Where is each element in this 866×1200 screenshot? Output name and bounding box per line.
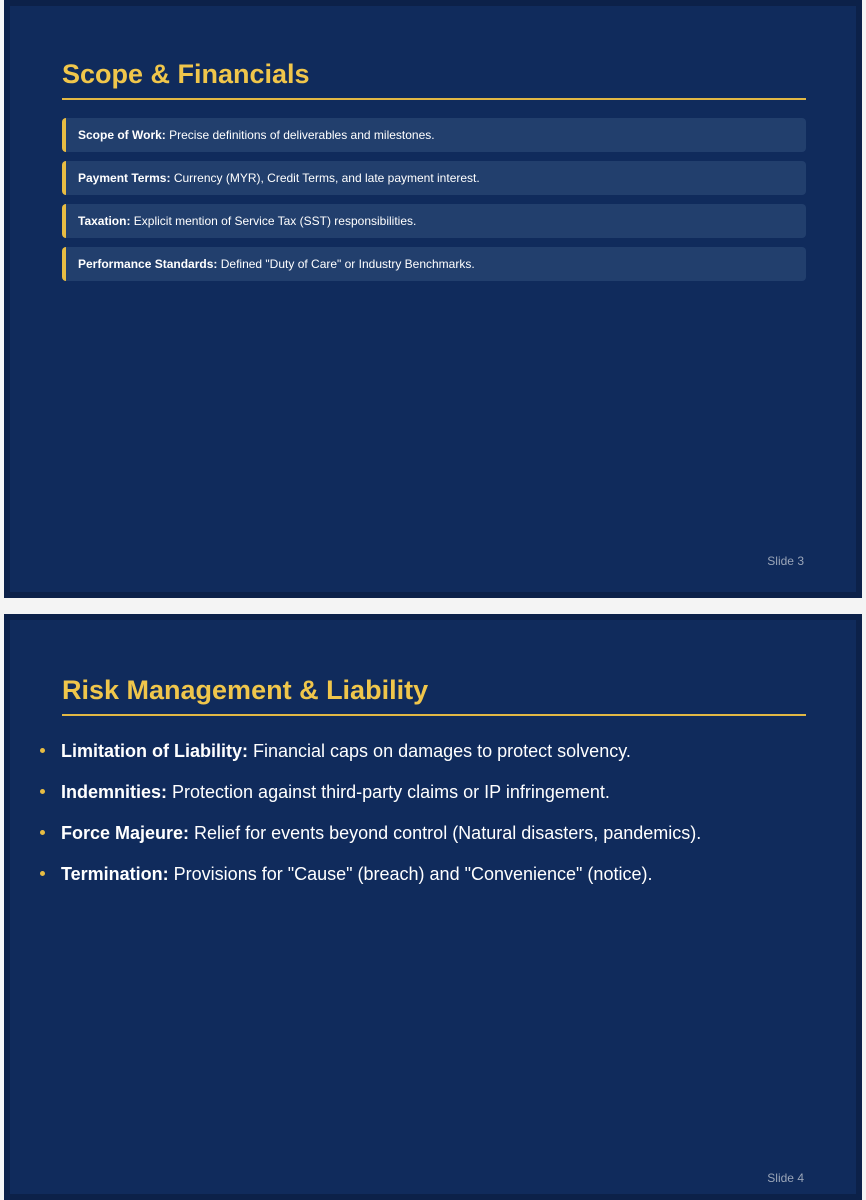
performance-card bbox=[62, 247, 806, 281]
slide-3 bbox=[4, 0, 862, 598]
slide-title: Scope & Financials bbox=[62, 59, 310, 89]
bullet-text bbox=[61, 780, 610, 804]
bullet-body: Provisions for "Cause" (breach) and "Convenience" (notice). bbox=[168, 864, 653, 884]
card-label: Scope of Work: bbox=[78, 128, 166, 142]
bullet-dot-icon bbox=[40, 830, 45, 835]
slide-4 bbox=[4, 614, 862, 1200]
scope-card bbox=[62, 118, 806, 152]
card-label: Taxation: bbox=[78, 214, 131, 228]
card-text: Precise definitions of deliverables and milestones. bbox=[165, 128, 435, 142]
bullet-label: Indemnities: bbox=[61, 782, 168, 802]
card-text: Defined "Duty of Care" or Industry Benchmarks. bbox=[217, 257, 475, 271]
bullet-label: Termination: bbox=[61, 864, 169, 884]
bullet-body: Protection against third-party claims or IP infringement. bbox=[167, 782, 610, 802]
slide-title: Risk Management & Liability bbox=[62, 675, 429, 705]
card-text: Currency (MYR), Credit Terms, and late payment interest. bbox=[170, 171, 480, 185]
bullet-dot-icon bbox=[40, 871, 45, 876]
list-item bbox=[40, 821, 820, 862]
bullet-text bbox=[61, 739, 631, 763]
payment-card bbox=[62, 161, 806, 195]
list-item bbox=[40, 780, 820, 821]
bullet-dot-icon bbox=[40, 789, 45, 794]
list-item bbox=[40, 862, 820, 903]
bullet-body: Financial caps on damages to protect solvency. bbox=[248, 741, 631, 761]
bullet-text bbox=[61, 821, 701, 845]
bullet-body: Relief for events beyond control (Natural disasters, pandemics). bbox=[189, 823, 702, 843]
risk-bullet-list bbox=[40, 739, 820, 903]
taxation-card bbox=[62, 204, 806, 238]
slide-number: Slide 3 bbox=[767, 554, 804, 568]
bullet-dot-icon bbox=[40, 748, 45, 753]
card-label: Performance Standards: bbox=[78, 257, 218, 271]
bullet-label: Force Majeure: bbox=[61, 823, 190, 843]
title-underline bbox=[62, 714, 806, 716]
bullet-label: Limitation of Liability: bbox=[61, 741, 248, 761]
card-text: Explicit mention of Service Tax (SST) responsibilities. bbox=[130, 214, 417, 228]
bullet-text bbox=[61, 862, 652, 886]
slide-number: Slide 4 bbox=[767, 1171, 804, 1185]
title-underline bbox=[62, 98, 806, 100]
list-item bbox=[40, 739, 820, 780]
scope-card-list bbox=[62, 118, 806, 290]
card-label: Payment Terms: bbox=[78, 171, 171, 185]
